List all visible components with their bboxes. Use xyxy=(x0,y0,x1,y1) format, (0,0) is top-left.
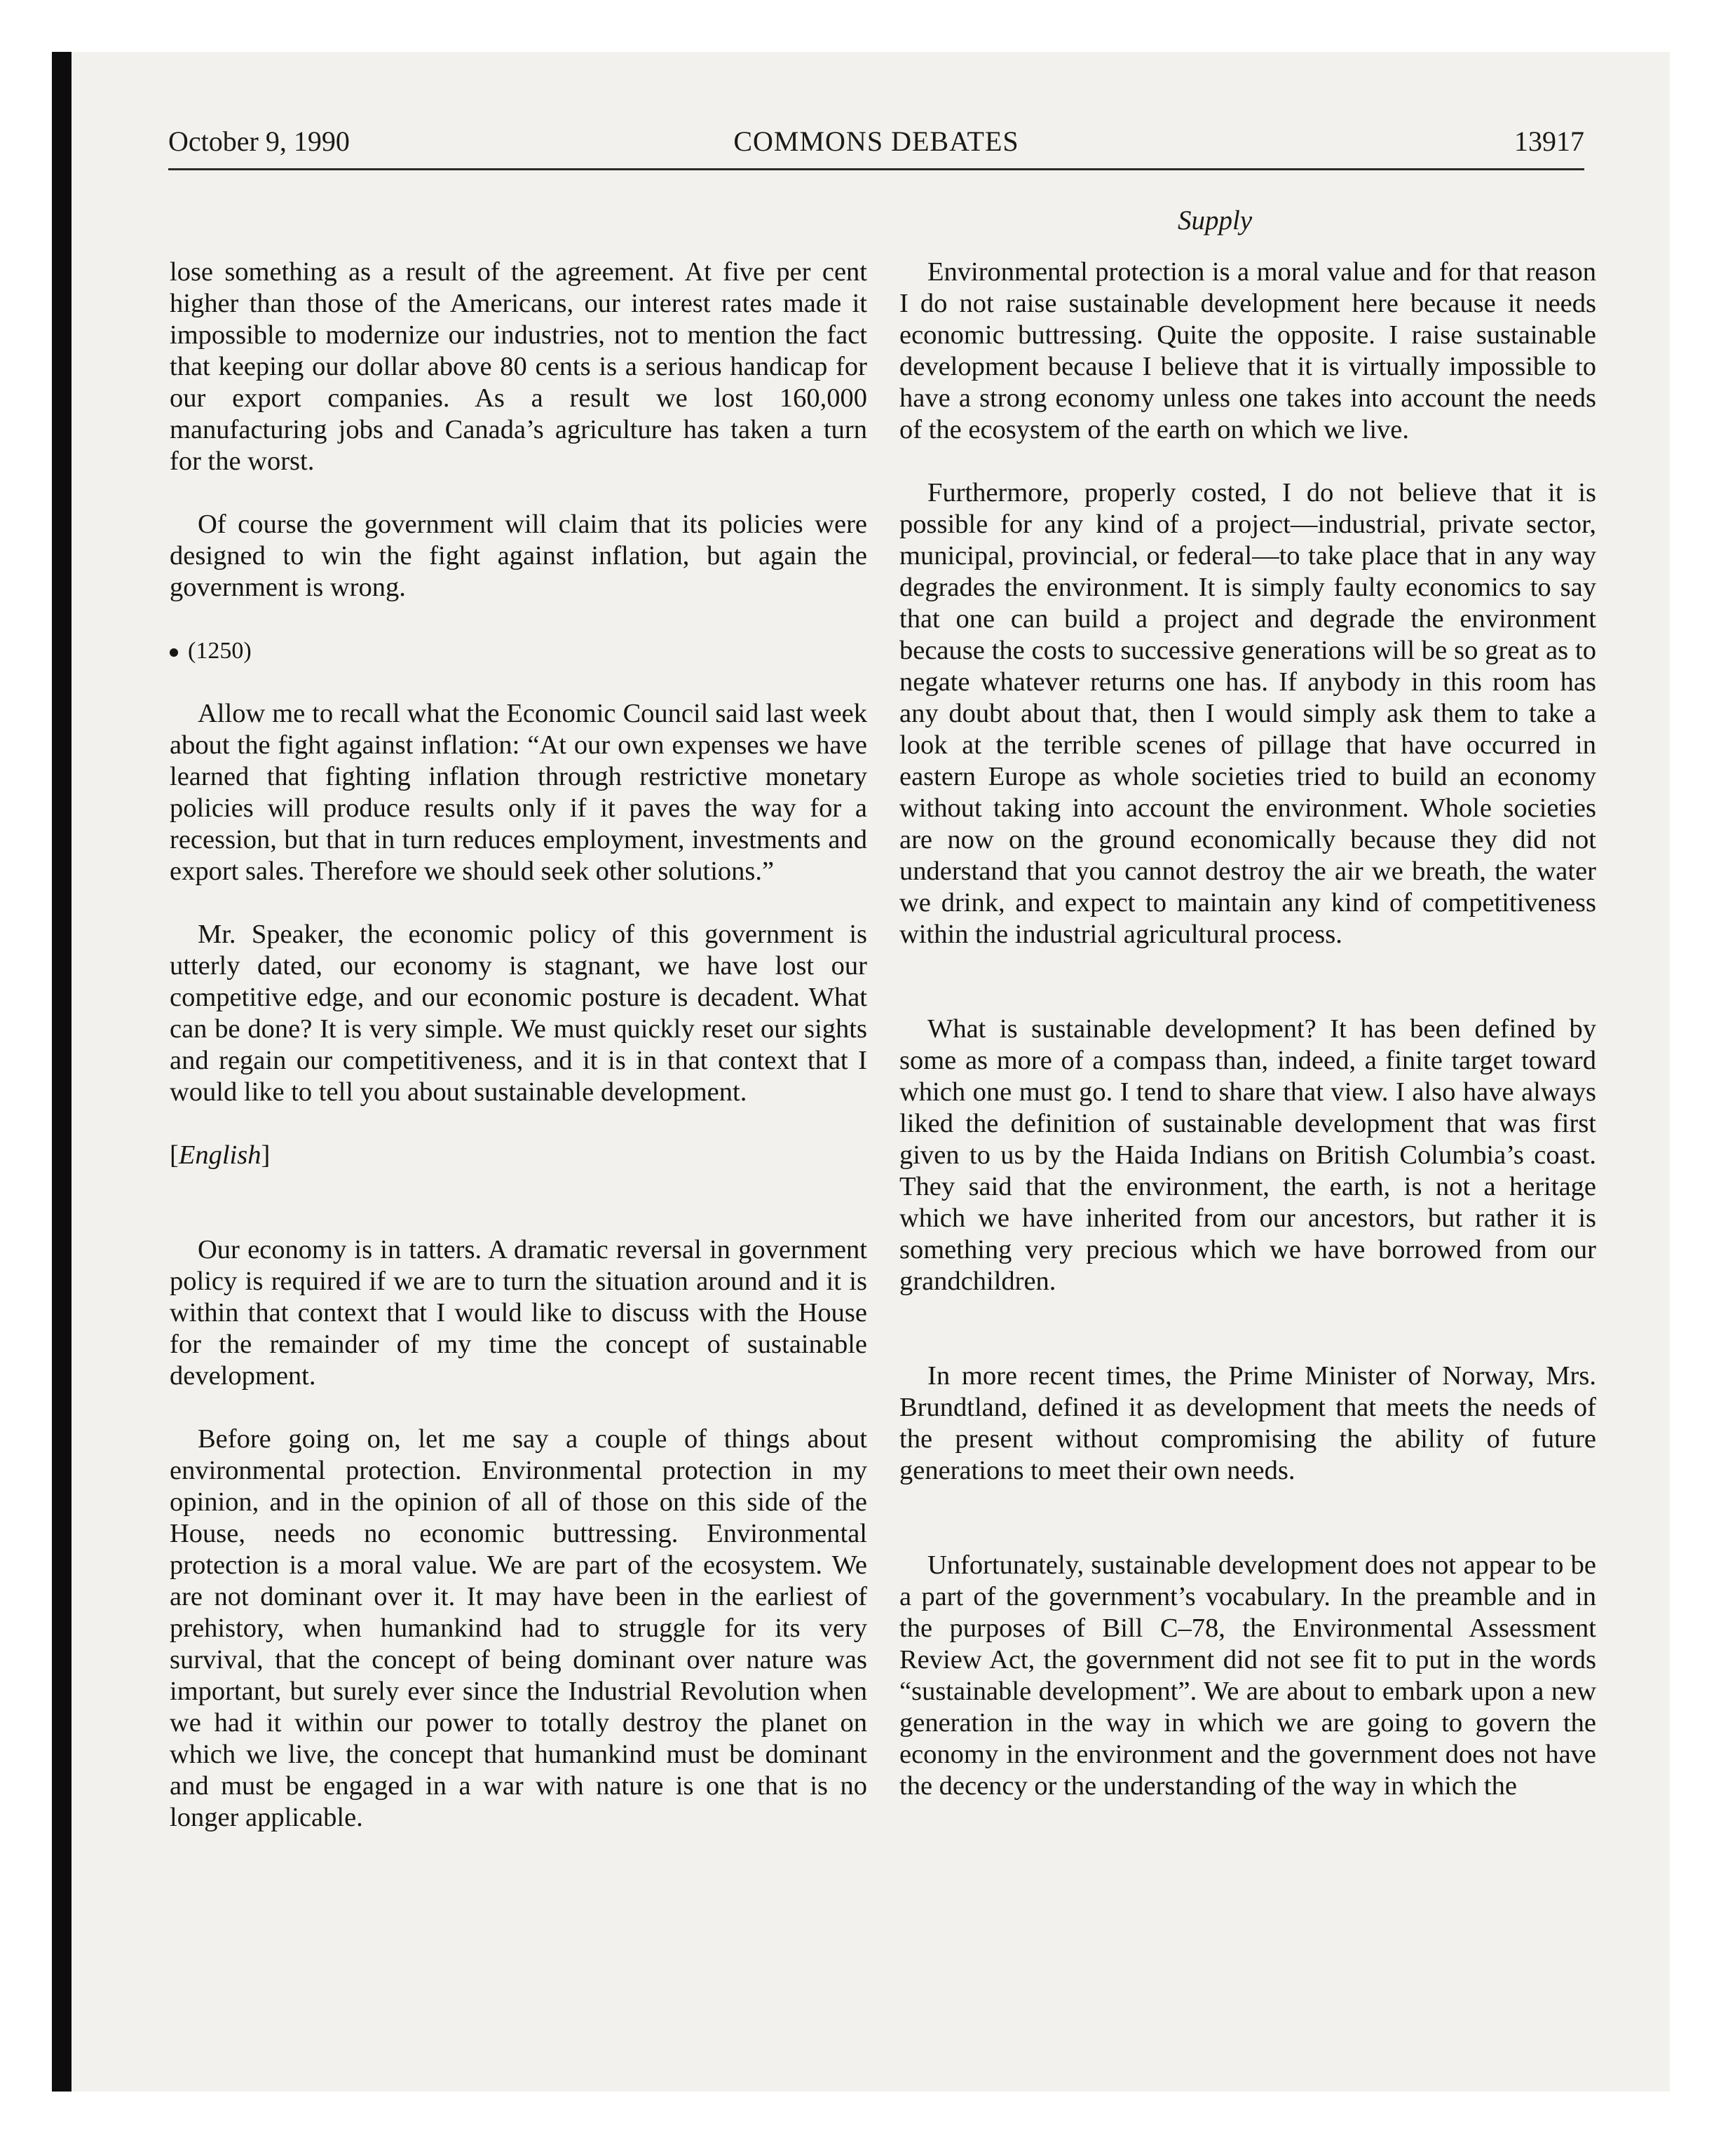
header-title: COMMONS DEBATES xyxy=(733,125,1019,157)
language-tag-label: English xyxy=(178,1140,261,1170)
right-paragraph-4: In more recent times, the Prime Minister of Norway, Mrs. Brundtland, defined it as development that meets the needs of the present without compromising the ability of future generations to meet their own needs. xyxy=(899,1361,1596,1485)
left-column xyxy=(170,257,867,1865)
left-paragraph-5: Our economy is in tatters. A dramatic reversal in government policy is required if we are to turn the situation around and it is within that context that I would like to discuss with the House for the remainder of my time the concept of sustainable development. xyxy=(170,1235,867,1391)
right-paragraph-1: Environmental protection is a moral value and for that reason I do not raise sustainable development here because it needs economic buttressing. Quite the opposite. I raise sustainable development because I believe that it is virtually impossible to have a strong economy unless one takes into account the needs of the ecosystem of the earth on which we live. xyxy=(899,257,1596,444)
right-paragraph-3: What is sustainable development? It has been defined by some as more of a compass than, indeed, a finite target toward which one must go. I tend to share that view. I also have always liked the definition of sustainable development that was first given to us by the Haida Indians on British Columbia’s coast. They said that the environment, the earth, is not a heritage which we have inherited from our ancestors, but rather it is something very precious which we have borrowed from our grandchildren. xyxy=(899,1014,1596,1296)
time-marker xyxy=(170,635,867,667)
header-rule xyxy=(168,168,1584,170)
time-marker-label: (1250) xyxy=(188,638,252,664)
header-date: October 9, 1990 xyxy=(168,125,350,157)
left-paragraph-6: Before going on, let me say a couple of things about environmental protection. Environmental protection in my opinion, and in the opinion of all of those on this side of the House, needs no economic buttressing. Environmental protection is a moral value. We are part of the ecosystem. We are not dominant over it. It may have been in the earliest of prehistory, when humankind had to struggle for its very survival, that the concept of being dominant over nature was important, but surely ever since the Industrial Revolution when we had it within our power to totally destroy the planet on which we live, the concept that humankind must be dominant and must be engaged in a war with nature is one that is no longer applicable. xyxy=(170,1424,867,1832)
left-paragraph-1: lose something as a result of the agreement. At five per cent higher than those of the Americans, our interest rates made it impossible to modernize our industries, not to mention the fact that keeping our dollar above 80 cents is a serious handicap for our export companies. As a result we lost 160,000 manufacturing jobs and Canada’s agriculture has taken a turn for the worst. xyxy=(170,257,867,476)
scan-binding-edge xyxy=(52,52,72,2092)
left-paragraph-2: Of course the government will claim that its policies were designed to win the fight against inflation, but again the government is wrong. xyxy=(170,510,867,602)
right-paragraph-5: Unfortunately, sustainable development does not appear to be a part of the government’s vocabulary. In the preamble and in the purposes of Bill C–78, the Environmental Assessment Review Act, the government did not see fit to put in the words “sustainable development”. We are about to embark upon a new generation in the way in which we are going to govern the economy in the environment and the government does not have the decency or the understanding of the way in which the xyxy=(899,1550,1596,1801)
left-paragraph-3: Allow me to recall what the Economic Council said last week about the fight against inflation: “At our own expenses we have learned that fighting inflation through restrictive monetary policies will produce results only if it paves the way for a recession, but that in turn reduces employment, investments and export sales. Therefore we should seek other solutions.” xyxy=(170,699,867,886)
language-tag: [English] xyxy=(170,1140,271,1170)
right-paragraph-2: Furthermore, properly costed, I do not believe that it is possible for any kind of a project—industrial, private sector, municipal, provincial, or federal—to take place that in any way degrades the environment. It is simply faulty economics to say that one can build a project and degrade the environment because the costs to successive generations will be so great as to negate whatever returns one has. If anybody in this room has any doubt about that, then I would simply ask them to take a look at the terrible scenes of pillage that have occurred in eastern Europe as whole societies tried to build an economy without taking into account the environment. Whole societies are now on the ground economically because they did not understand that you cannot destroy the air we breath, the water we drink, and expect to maintain any kind of competitiveness within the industrial agricultural process. xyxy=(899,478,1596,949)
right-column xyxy=(899,257,1596,1834)
page-header xyxy=(168,125,1584,167)
bullet-icon xyxy=(170,648,178,657)
left-paragraph-4: Mr. Speaker, the economic policy of this government is utterly dated, our economy is stagnant, we have lost our competitive edge, and our economic posture is decadent. What can be done? It is very simple. We must quickly reset our sights and regain our competitiveness, and it is in that context that I would like to tell you about sustainable development. xyxy=(170,920,867,1107)
header-page-number: 13917 xyxy=(1514,125,1584,157)
section-heading: Supply xyxy=(1178,205,1253,236)
